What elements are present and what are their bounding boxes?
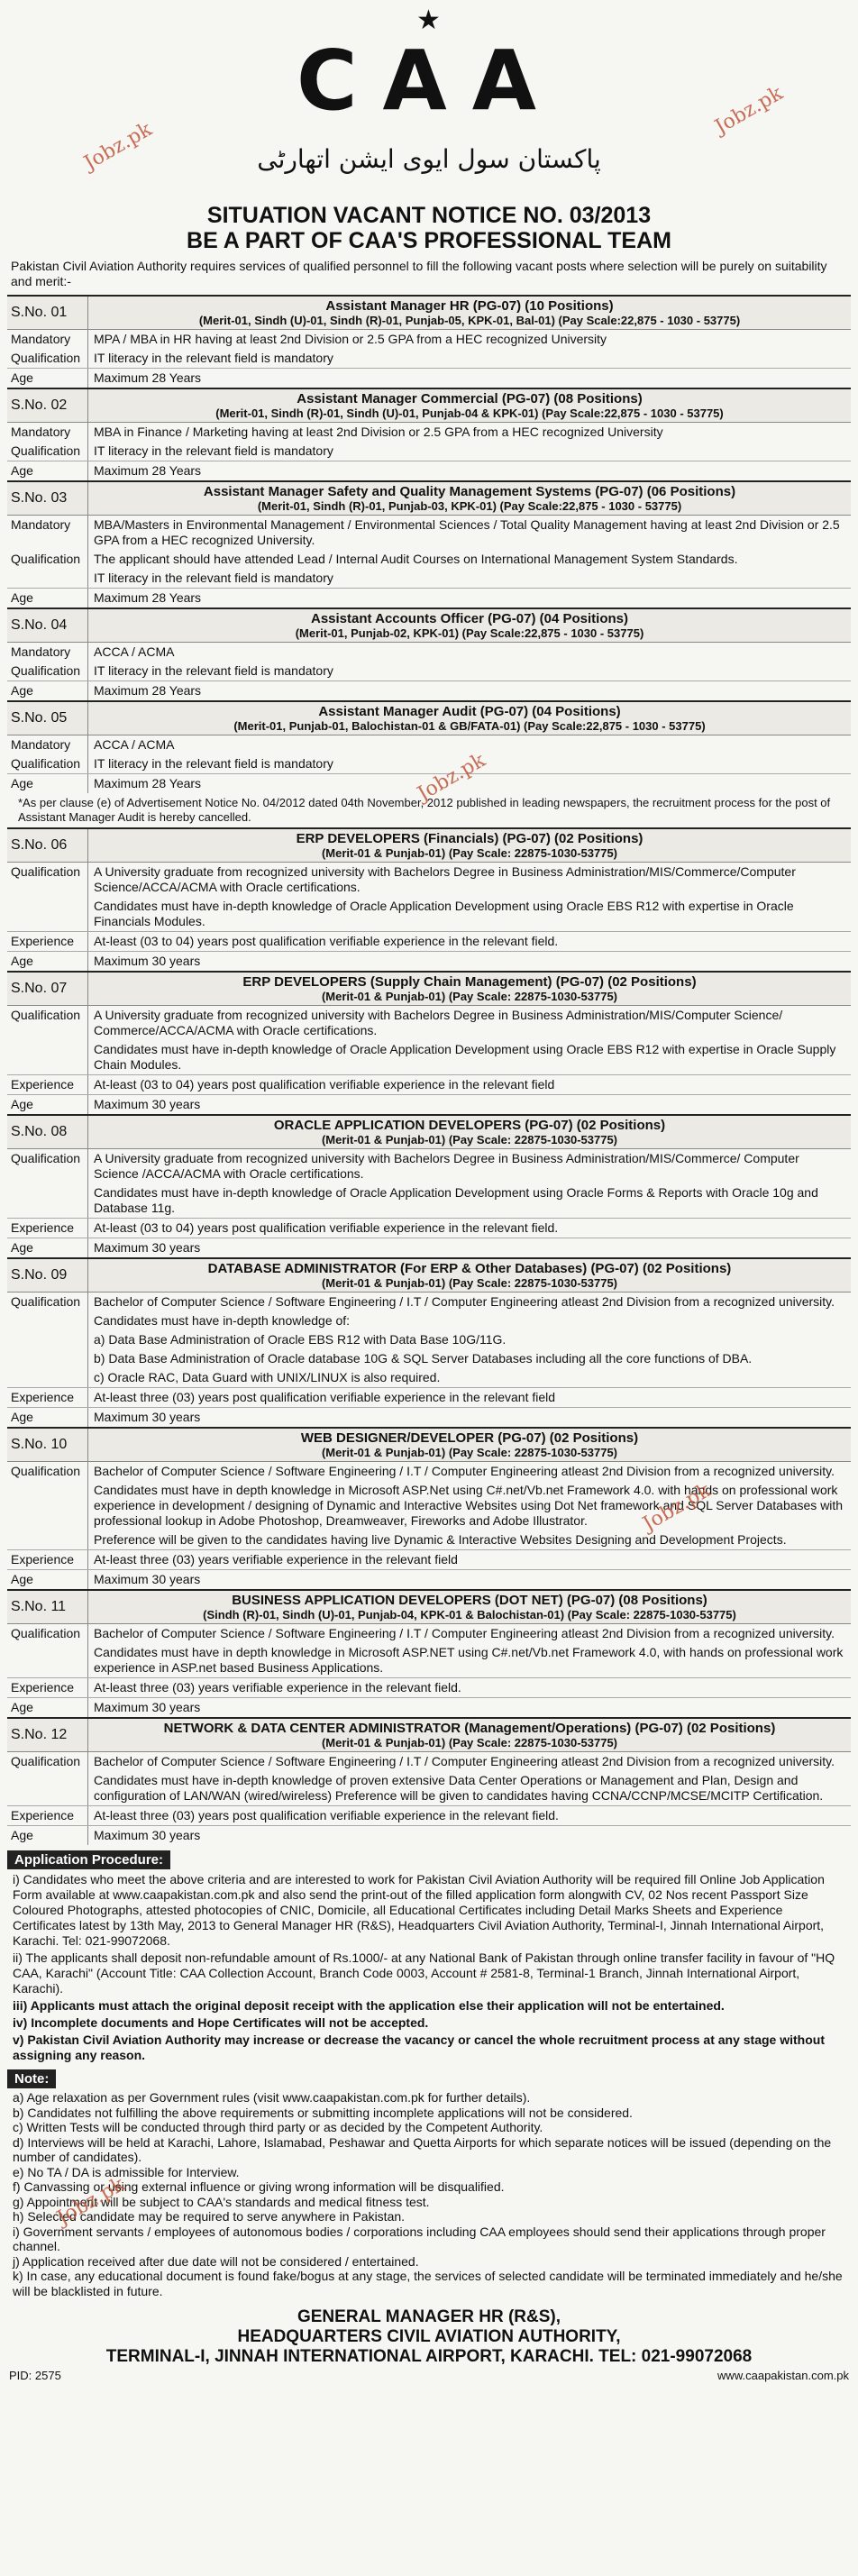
position-pay-scale: (Merit-01, Sindh (U)-01, Sindh (R)-01, Punjab-05, KPK-01, Bal-01) (Pay Scale:22,875 - 1030 - 53775) <box>198 314 741 327</box>
position-pay-scale: (Merit-01 & Punjab-01) (Pay Scale: 22875-1030-53775) <box>321 1446 618 1459</box>
age-row <box>7 1569 851 1589</box>
position-title: ORACLE APPLICATION DEVELOPERS (PG-07) (02 Positions) <box>273 1118 666 1133</box>
qualification-text: Bachelor of Computer Science / Software Engineering / I.T / Computer Engineering atleast 2nd Division from a recognized university. <box>94 1754 835 1768</box>
qualification-text: MBA/Masters in Environmental Management / Environmental Sciences / Total Quality Management having at least 2nd Division or 2.5 GPA from a HEC recognized University. <box>94 517 840 547</box>
qualification-text: Candidates must have in depth knowledge in Microsoft ASP.Net using C#.net/Vb.net Framework 4.0. with hands on professional work experience in development / designing of Dynamic and Interactive Websites using Dot Net framework and SQL Server Databases with professional lookup in Adobe Photoshop, Dreamweaver, Fireworks and Adobe Illustrator. <box>94 1483 844 1528</box>
age-row <box>7 1238 851 1257</box>
watermark: Jobz.pk <box>53 2173 129 2230</box>
row-label: Mandatory <box>7 735 88 754</box>
position-pay-scale: (Merit-01, Sindh (R)-01, Punjab-03, KPK-01) (Pay Scale:22,875 - 1030 - 53775) <box>257 499 682 513</box>
position-number: S.No. 05 <box>7 702 88 735</box>
qualification-text: Bachelor of Computer Science / Software Engineering / I.T / Computer Engineering atleast 2nd Division from a recognized university. <box>94 1464 835 1478</box>
qualification-text: A University graduate from recognized university with Bachelors Degree in Business Administration/MIS/Commerce/Computer Science/ACCA/ACMA with Oracle certifications. <box>94 864 796 894</box>
position-section <box>7 295 851 388</box>
notice-title: SITUATION VACANT NOTICE NO. 03/2013 <box>206 203 652 228</box>
position-heading <box>88 389 851 422</box>
row-label: Qualification <box>7 1293 88 1311</box>
application-item: iv) Incomplete documents and Hope Certificates will not be accepted. <box>13 2015 429 2030</box>
age-text: Maximum 28 Years <box>94 463 202 478</box>
qualification-text: c) Oracle RAC, Data Guard with UNIX/LINUX is also required. <box>94 1370 441 1384</box>
position-number: S.No. 11 <box>7 1591 88 1623</box>
position-number: S.No. 12 <box>7 1719 88 1751</box>
position-section <box>7 1114 851 1257</box>
application-item: iii) Applicants must attach the original deposit receipt with the application else their application will not be entertained. <box>13 1998 725 2013</box>
footer-line2: HEADQUARTERS CIVIL AVIATION AUTHORITY, <box>237 2327 621 2346</box>
qualification-text: Bachelor of Computer Science / Software Engineering / I.T / Computer Engineering atleast 2nd Division from a recognized university. <box>94 1294 835 1309</box>
position-number: S.No. 09 <box>7 1259 88 1292</box>
position-header <box>7 1116 851 1149</box>
position-section <box>7 388 851 480</box>
position-header <box>7 829 851 863</box>
qualification-row <box>7 1481 851 1530</box>
experience-row <box>7 1218 851 1238</box>
row-label: Age <box>7 369 88 388</box>
qualification-row <box>7 1330 851 1349</box>
age-text: Maximum 28 Years <box>94 590 202 605</box>
qualification-text: Candidates must have in-depth knowledge of: <box>94 1313 351 1328</box>
experience-row <box>7 1387 851 1407</box>
qualification-row <box>7 1311 851 1330</box>
footer-address <box>0 2307 858 2367</box>
age-text: Maximum 30 years <box>94 1240 201 1255</box>
position-title: Assistant Manager Safety and Quality Management Systems (PG-07) (06 Positions) <box>203 484 736 499</box>
position-section <box>7 1427 851 1589</box>
application-item: i) Candidates who meet the above criteria and are interested to work for Pakistan Civil Aviation Authority will be required fill Online Job Application Form available at www.caapakistan.com.pk and also send the print-out of the filled application form alongwith CV, 02 Nos recent Passport Size Coloured Photographs, attested photocopies of CNIC, Domicile, all Educational Certificates including Detail Marks Sheets and Experience Certificates latest by 13th May, 2013 to General Manager HR (R&S), Headquarters Civil Aviation Authority, Terminal-I, Jinnah International Airport, Karachi. Tel: 021-99072068. <box>13 1872 825 1948</box>
note-item: e) No TA / DA is admissible for Interview. <box>13 2164 240 2179</box>
row-label <box>7 1643 88 1677</box>
position-pay-scale: (Merit-01 & Punjab-01) (Pay Scale: 22875-1030-53775) <box>321 1276 618 1290</box>
row-label: Mandatory <box>7 516 88 550</box>
qualification-row <box>7 1530 851 1549</box>
row-label: Qualification <box>7 662 88 681</box>
position-header <box>7 297 851 330</box>
note-item: i) Government servants / employees of autonomous bodies / corporations including CAA employees should send their applications through proper channel. <box>13 2224 826 2253</box>
position-title: Assistant Manager Commercial (PG-07) (08 Positions) <box>297 391 643 406</box>
row-label: Age <box>7 1095 88 1114</box>
row-label <box>7 1330 88 1349</box>
position-title: WEB DESIGNER/DEVELOPER (PG-07) (02 Positions) <box>300 1430 639 1446</box>
qualification-row <box>7 516 851 550</box>
position-number: S.No. 06 <box>7 829 88 862</box>
row-label <box>7 1771 88 1805</box>
qualification-row <box>7 1368 851 1387</box>
position-heading <box>88 1116 851 1148</box>
footer-line3: TERMINAL-I, JINNAH INTERNATIONAL AIRPORT, KARACHI. TEL: 021-99072068 <box>105 2347 753 2366</box>
position-number: S.No. 04 <box>7 609 88 642</box>
row-label <box>7 1183 88 1218</box>
experience-text: At-least three (03) years post qualification verifiable experience in the relevant field. <box>94 1808 559 1822</box>
experience-row <box>7 1074 851 1094</box>
qualification-text: IT literacy in the relevant field is mandatory <box>94 756 333 771</box>
positions-list <box>0 295 858 1845</box>
cancellation-note: *As per clause (e) of Advertisement Notice No. 04/2012 dated 04th November, 2012 published in leading newspapers, the recruitment process for the post of Assistant Manager Audit is hereby cancelled. <box>18 796 831 824</box>
qualification-row <box>7 569 851 588</box>
position-header <box>7 389 851 423</box>
row-label: Experience <box>7 1075 88 1094</box>
age-text: Maximum 30 years <box>94 954 201 968</box>
position-title: Assistant Manager HR (PG-07) (10 Positions) <box>325 298 614 314</box>
position-pay-scale: (Merit-01, Punjab-02, KPK-01) (Pay Scale:22,875 - 1030 - 53775) <box>295 626 644 640</box>
position-title: BUSINESS APPLICATION DEVELOPERS (DOT NET) (PG-07) (08 Positions) <box>232 1593 707 1608</box>
intro-text: Pakistan Civil Aviation Authority requires services of qualified personnel to fill the following vacant posts where selection will be purely on suitability and merit:- <box>11 259 827 288</box>
qualification-row <box>7 1006 851 1040</box>
position-section <box>7 700 851 827</box>
row-label: Qualification <box>7 1149 88 1183</box>
qualification-row <box>7 897 851 931</box>
watermark: Jobz.pk <box>639 1479 715 1536</box>
qualification-text: A University graduate from recognized university with Bachelors Degree in Business Administration/MIS/Computer Science/ Commerce/ACCA/ACMA with Oracle certifications. <box>94 1008 783 1037</box>
row-label: Experience <box>7 1678 88 1697</box>
position-heading <box>88 1429 851 1461</box>
position-number: S.No. 01 <box>7 297 88 329</box>
note-item: j) Application received after due date will not be considered / entertained. <box>13 2253 419 2269</box>
age-row <box>7 681 851 700</box>
position-section <box>7 1589 851 1717</box>
position-pay-scale: (Merit-01 & Punjab-01) (Pay Scale: 22875-1030-53775) <box>321 1133 618 1146</box>
position-section <box>7 480 851 607</box>
qualification-row <box>7 550 851 569</box>
caa-logo: CAA <box>297 32 561 129</box>
website-url[interactable]: www.caapakistan.com.pk <box>717 2369 849 2382</box>
qualification-text: Bachelor of Computer Science / Software Engineering / I.T / Computer Engineering atleast 2nd Division from a recognized university. <box>94 1626 835 1640</box>
age-row <box>7 588 851 607</box>
position-pay-scale: (Merit-01, Punjab-01, Balochistan-01 & GB/FATA-01) (Pay Scale:22,875 - 1030 - 53775) <box>233 719 706 733</box>
age-row <box>7 461 851 480</box>
watermark: Jobz.pk <box>80 118 156 175</box>
qualification-text: b) Data Base Administration of Oracle database 10G & SQL Server Databases including all the core functions of DBA. <box>94 1351 753 1366</box>
notice-subtitle: BE A PART OF CAA'S PROFESSIONAL TEAM <box>187 228 671 253</box>
position-heading <box>88 609 851 642</box>
position-title: Assistant Manager Audit (PG-07) (04 Positions) <box>318 704 621 719</box>
row-label: Qualification <box>7 442 88 461</box>
position-pay-scale: (Merit-01 & Punjab-01) (Pay Scale: 22875-1030-53775) <box>321 1736 618 1749</box>
row-label <box>7 1040 88 1074</box>
row-label <box>7 1481 88 1530</box>
row-label: Qualification <box>7 1462 88 1481</box>
row-label: Age <box>7 1238 88 1257</box>
note-item: g) Appointment will be subject to CAA's standards and medical fitness test. <box>13 2194 430 2209</box>
age-text: Maximum 30 years <box>94 1097 201 1111</box>
row-label <box>7 1311 88 1330</box>
qualification-text: Candidates must have in-depth knowledge of proven extensive Data Center Operations or Management and Plan, Design and configuration of LAN/WAN (wired/wireless) Preference will be given to candidates having CCNA/CCNP/MCSE/MCITP Certification. <box>94 1773 824 1803</box>
position-pay-scale: (Merit-01 & Punjab-01) (Pay Scale: 22875-1030-53775) <box>321 990 618 1003</box>
qualification-text: IT literacy in the relevant field is mandatory <box>94 663 333 678</box>
qualification-row <box>7 662 851 681</box>
position-heading <box>88 482 851 515</box>
qualification-text: IT literacy in the relevant field is mandatory <box>94 571 333 585</box>
row-label: Age <box>7 1408 88 1427</box>
row-label: Mandatory <box>7 643 88 662</box>
row-label: Experience <box>7 1806 88 1825</box>
position-section <box>7 1717 851 1845</box>
position-pay-scale: (Sindh (R)-01, Sindh (U)-01, Punjab-04, KPK-01 & Balochistan-01) (Pay Scale: 22875-1030-53775) <box>203 1608 736 1621</box>
header <box>0 0 858 203</box>
qualification-row <box>7 754 851 773</box>
position-pay-scale: (Merit-01 & Punjab-01) (Pay Scale: 22875-1030-53775) <box>321 846 618 860</box>
application-item: v) Pakistan Civil Aviation Authority may increase or decrease the vacancy or cancel the whole recruitment process at any stage without assigning any reason. <box>13 2032 825 2062</box>
row-label: Age <box>7 1826 88 1845</box>
qualification-text: Candidates must have in-depth knowledge of Oracle Application Development using Oracle Forms & Reports with Oracle 10g and Database 11g. <box>94 1185 818 1215</box>
position-number: S.No. 02 <box>7 389 88 422</box>
age-row <box>7 1697 851 1717</box>
qualification-text: Candidates must have in-depth knowledge of Oracle Application Development using Oracle EBS R12 with expertise in Oracle Financials Modules. <box>94 899 794 928</box>
position-number: S.No. 03 <box>7 482 88 515</box>
row-label: Age <box>7 1570 88 1589</box>
qualification-row <box>7 863 851 897</box>
row-label <box>7 897 88 931</box>
watermark: Jobz.pk <box>711 82 787 139</box>
note-item: f) Canvassing or using external influence or giving wrong information will be disqualified. <box>13 2179 505 2194</box>
qualification-row <box>7 1771 851 1805</box>
note-item: c) Written Tests will be conducted through third party or as decided by the Competent Authority. <box>13 2120 543 2134</box>
qualification-row <box>7 643 851 662</box>
age-text: Maximum 30 years <box>94 1828 201 1842</box>
position-title: DATABASE ADMINISTRATOR (For ERP & Other Databases) (PG-07) (02 Positions) <box>207 1261 732 1276</box>
row-label: Age <box>7 952 88 971</box>
position-section <box>7 1257 851 1427</box>
qualification-text: Preference will be given to the candidates having live Dynamic & Interactive Websites Designing and Development Projects. <box>94 1532 787 1547</box>
position-header <box>7 1429 851 1462</box>
urdu-title: پاکستان سول ایوی ایشن اتھارٹی <box>257 144 601 174</box>
note-item: b) Candidates not fulfilling the above requirements or submitting incomplete applications will not be considered. <box>13 2105 633 2120</box>
row-label: Experience <box>7 932 88 951</box>
age-text: Maximum 28 Years <box>94 370 202 385</box>
qualification-text: The applicant should have attended Lead / Internal Audit Courses on International Management System Standards. <box>94 552 738 566</box>
row-label <box>7 1368 88 1387</box>
position-heading <box>88 1259 851 1292</box>
position-pay-scale: (Merit-01, Sindh (R)-01, Sindh (U)-01, Punjab-04 & KPK-01) (Pay Scale:22,875 - 1030 - 53775) <box>215 406 724 420</box>
position-section <box>7 827 851 971</box>
qualification-row <box>7 1183 851 1218</box>
qualification-row <box>7 442 851 461</box>
position-heading <box>88 702 851 735</box>
position-header <box>7 702 851 735</box>
row-label: Age <box>7 681 88 700</box>
age-text: Maximum 28 Years <box>94 776 202 790</box>
row-label: Experience <box>7 1550 88 1569</box>
row-label: Age <box>7 461 88 480</box>
position-header <box>7 1591 851 1624</box>
position-header <box>7 1719 851 1752</box>
position-title: Assistant Accounts Officer (PG-07) (04 Positions) <box>310 611 629 626</box>
qualification-text: a) Data Base Administration of Oracle EBS R12 with Data Base 10G/11G. <box>94 1332 507 1347</box>
qualification-text: IT literacy in the relevant field is mandatory <box>94 351 333 365</box>
position-number: S.No. 07 <box>7 973 88 1005</box>
note-item: a) Age relaxation as per Government rules (visit www.caapakistan.com.pk for further details). <box>13 2090 531 2105</box>
qualification-text: MBA in Finance / Marketing having at least 2nd Division or 2.5 GPA from a HEC recognized University <box>94 425 663 439</box>
age-row <box>7 1407 851 1427</box>
application-title: Application Procedure: <box>7 1850 170 1869</box>
row-label: Age <box>7 774 88 793</box>
row-label: Experience <box>7 1219 88 1238</box>
qualification-row <box>7 330 851 349</box>
age-row <box>7 368 851 388</box>
qualification-row <box>7 423 851 442</box>
qualification-row <box>7 1643 851 1677</box>
row-label <box>7 1349 88 1368</box>
qualification-row <box>7 1349 851 1368</box>
row-label: Mandatory <box>7 330 88 349</box>
position-header <box>7 482 851 516</box>
age-text: Maximum 30 years <box>94 1700 201 1714</box>
position-title: ERP DEVELOPERS (Supply Chain Management) (PG-07) (02 Positions) <box>242 974 697 990</box>
position-title: ERP DEVELOPERS (Financials) (PG-07) (02 Positions) <box>296 831 644 846</box>
watermark: Jobz.pk <box>414 749 489 806</box>
position-number: S.No. 10 <box>7 1429 88 1461</box>
qualification-text: ACCA / ACMA <box>94 737 175 752</box>
position-header <box>7 609 851 643</box>
qualification-text: IT literacy in the relevant field is mandatory <box>94 443 333 458</box>
qualification-row <box>7 1040 851 1074</box>
age-row <box>7 1825 851 1845</box>
qualification-row <box>7 1462 851 1481</box>
experience-text: At-least (03 to 04) years post qualification verifiable experience in the relevant field <box>94 1077 555 1092</box>
qualification-row <box>7 1293 851 1311</box>
position-heading <box>88 1591 851 1623</box>
row-label: Age <box>7 589 88 607</box>
position-section <box>7 971 851 1114</box>
row-label: Age <box>7 1698 88 1717</box>
application-item: ii) The applicants shall deposit non-refundable amount of Rs.1000/- at any National Bank of Pakistan through online transfer facility in favour of "HQ CAA, Karachi" (Account Title: CAA Collection Account, Branch Code 0003, Account # 2581-8, Terminal-1 Branch, Jinnah International Airport, Karachi). <box>13 1950 835 1996</box>
qualification-row <box>7 349 851 368</box>
notes-title: Note: <box>7 2069 56 2088</box>
row-label: Mandatory <box>7 423 88 442</box>
position-heading <box>88 297 851 329</box>
qualification-text: ACCA / ACMA <box>94 644 175 659</box>
age-text: Maximum 30 years <box>94 1572 201 1586</box>
pid-label: PID: 2575 <box>9 2369 61 2382</box>
qualification-text: Candidates must have in-depth knowledge of Oracle Application Development using Oracle EBS R12 with expertise in Oracle Supply Chain Modules. <box>94 1042 836 1072</box>
qualification-row <box>7 735 851 754</box>
experience-text: At-least three (03) years post qualification verifiable experience in the relevant field <box>94 1390 556 1404</box>
experience-text: At-least three (03) years verifiable experience in the relevant field <box>94 1552 458 1567</box>
qualification-text: A University graduate from recognized university with Bachelors Degree in Business Administration/MIS/Commerce/ Computer Science /ACCA/ACMA with Oracle certifications. <box>94 1151 799 1181</box>
notes-section <box>0 2064 858 2298</box>
experience-row <box>7 931 851 951</box>
footer-line1: GENERAL MANAGER HR (R&S), <box>297 2307 561 2326</box>
position-section <box>7 607 851 700</box>
qualification-row <box>7 1752 851 1771</box>
row-label: Qualification <box>7 863 88 897</box>
bottom-bar <box>0 2367 858 2384</box>
position-header <box>7 973 851 1006</box>
row-label: Qualification <box>7 1006 88 1040</box>
age-row <box>7 951 851 971</box>
position-heading <box>88 829 851 862</box>
application-procedure <box>0 1845 858 2064</box>
position-title: NETWORK & DATA CENTER ADMINISTRATOR (Management/Operations) (PG-07) (02 Positions) <box>163 1721 776 1736</box>
row-label: Qualification <box>7 754 88 773</box>
star-icon: ★ <box>416 5 441 35</box>
age-row <box>7 1094 851 1114</box>
note-item: k) In case, any educational document is found fake/bogus at any stage, the services of selected candidate will be terminated immediately and he/she will be blacklisted in future. <box>13 2269 843 2298</box>
experience-text: At-least (03 to 04) years post qualification verifiable experience in the relevant field. <box>94 1220 559 1235</box>
position-header <box>7 1259 851 1293</box>
qualification-text: MPA / MBA in HR having at least 2nd Division or 2.5 GPA from a HEC recognized University <box>94 332 607 346</box>
position-number: S.No. 08 <box>7 1116 88 1148</box>
row-label: Qualification <box>7 550 88 569</box>
note-item: h) Selected candidate may be required to serve anywhere in Pakistan. <box>13 2209 406 2224</box>
qualification-text: Candidates must have in depth knowledge in Microsoft ASP.NET using C#.net/Vb.net Framework 4.0, with hands on professional work experience in ASP.net based Business Applications. <box>94 1645 844 1675</box>
row-label: Experience <box>7 1388 88 1407</box>
experience-row <box>7 1677 851 1697</box>
note-item: d) Interviews will be held at Karachi, Lahore, Islamabad, Peshawar and Quetta Airports for which separate notices will be issued (depending on the number of candidates). <box>13 2134 832 2164</box>
position-heading <box>88 1719 851 1751</box>
experience-row <box>7 1805 851 1825</box>
age-text: Maximum 30 years <box>94 1410 201 1424</box>
experience-text: At-least three (03) years verifiable experience in the relevant field. <box>94 1680 461 1694</box>
qualification-row <box>7 1624 851 1643</box>
row-label <box>7 1530 88 1549</box>
row-label: Qualification <box>7 1752 88 1771</box>
row-label <box>7 569 88 588</box>
position-heading <box>88 973 851 1005</box>
experience-row <box>7 1549 851 1569</box>
qualification-row <box>7 1149 851 1183</box>
row-label: Qualification <box>7 1624 88 1643</box>
row-label: Qualification <box>7 349 88 368</box>
age-text: Maximum 28 Years <box>94 683 202 698</box>
experience-text: At-least (03 to 04) years post qualification verifiable experience in the relevant field. <box>94 934 559 948</box>
